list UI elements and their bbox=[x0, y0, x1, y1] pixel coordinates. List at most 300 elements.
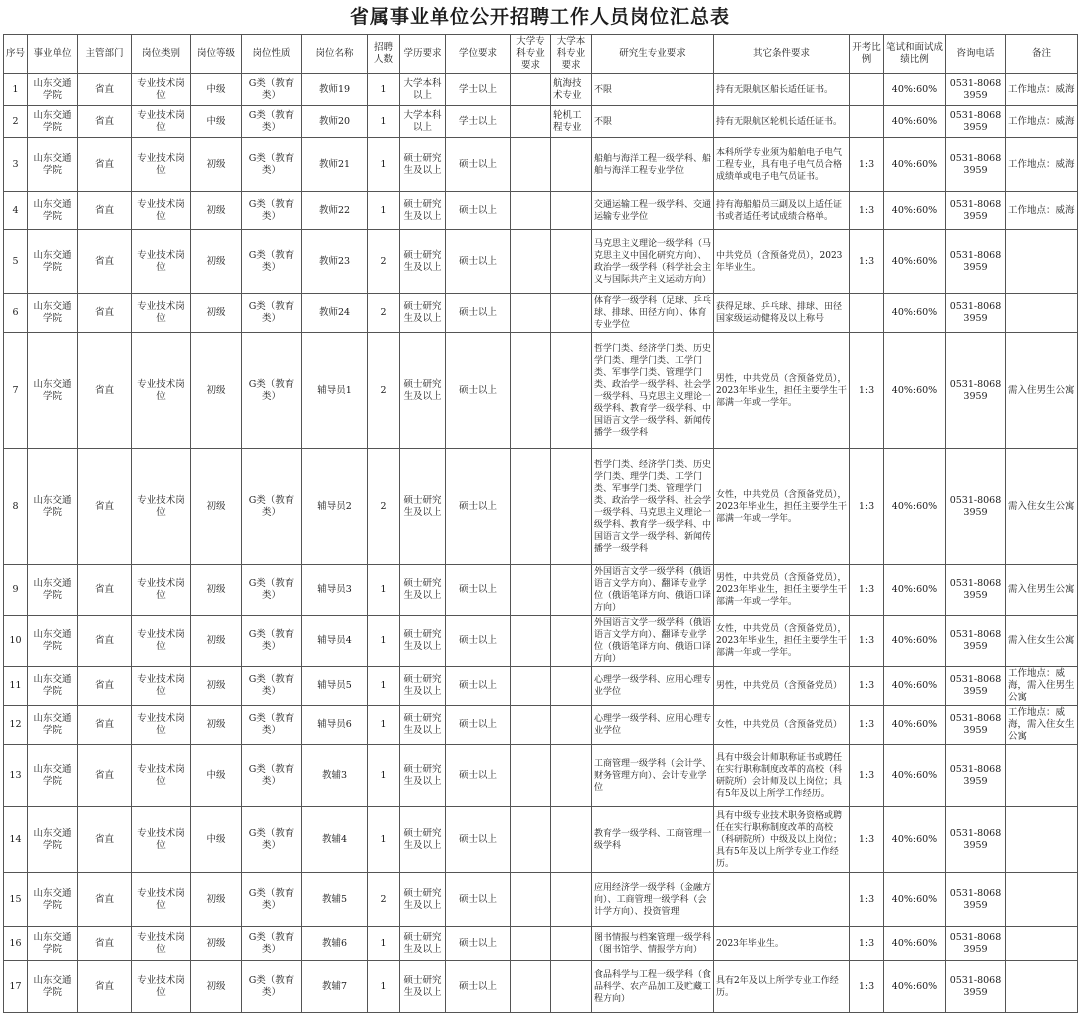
cell-unit: 山东交通学院 bbox=[28, 333, 78, 449]
cell-phone: 0531-80683959 bbox=[946, 961, 1006, 1013]
table-row bbox=[4, 333, 1078, 449]
cell-note: 需入住女生公寓 bbox=[1006, 616, 1078, 667]
column-header: 学位要求 bbox=[446, 35, 511, 74]
table-header-row bbox=[4, 35, 1078, 74]
cell-level: 初级 bbox=[191, 961, 242, 1013]
cell-no: 1 bbox=[4, 74, 28, 106]
column-header: 岗位等级 bbox=[191, 35, 242, 74]
cell-name: 教辅6 bbox=[302, 927, 368, 961]
cell-other: 2023年毕业生。 bbox=[714, 927, 850, 961]
cell-name: 辅导员1 bbox=[302, 333, 368, 449]
cell-no: 2 bbox=[4, 106, 28, 138]
cell-note bbox=[1006, 807, 1078, 873]
cell-phone: 0531-80683959 bbox=[946, 745, 1006, 807]
cell-other: 具有中级会计师职称证书或聘任在实行职称制度改革的高校（科研院所）会计师及以上岗位；具有5年及以上所学工作经历。 bbox=[714, 745, 850, 807]
cell-note bbox=[1006, 230, 1078, 294]
cell-name: 教师19 bbox=[302, 74, 368, 106]
cell-cat: 专业技术岗位 bbox=[132, 667, 191, 706]
column-header: 开考比例 bbox=[850, 35, 884, 74]
cell-junior bbox=[511, 74, 551, 106]
cell-other: 女性，中共党员（含预备党员），2023年毕业生，担任主要学生干部满一年或一学年。 bbox=[714, 616, 850, 667]
column-header: 事业单位 bbox=[28, 35, 78, 74]
cell-count: 2 bbox=[368, 230, 400, 294]
cell-name: 教师20 bbox=[302, 106, 368, 138]
cell-dept: 省直 bbox=[78, 927, 132, 961]
cell-name: 教辅3 bbox=[302, 745, 368, 807]
cell-level: 初级 bbox=[191, 294, 242, 333]
cell-score: 40%:60% bbox=[884, 616, 946, 667]
cell-bachelor bbox=[551, 745, 592, 807]
cell-ratio: 1:3 bbox=[850, 706, 884, 745]
document-title: 省属事业单位公开招聘工作人员岗位汇总表 bbox=[349, 6, 730, 28]
cell-name: 教师22 bbox=[302, 192, 368, 230]
cell-no: 3 bbox=[4, 138, 28, 192]
cell-phone: 0531-80683959 bbox=[946, 294, 1006, 333]
cell-edu: 硕士研究生及以上 bbox=[400, 745, 446, 807]
cell-dept: 省直 bbox=[78, 333, 132, 449]
cell-count: 1 bbox=[368, 706, 400, 745]
cell-ratio bbox=[850, 106, 884, 138]
cell-junior bbox=[511, 927, 551, 961]
cell-cat: 专业技术岗位 bbox=[132, 192, 191, 230]
cell-bachelor bbox=[551, 706, 592, 745]
cell-cat: 专业技术岗位 bbox=[132, 961, 191, 1013]
cell-phone: 0531-80683959 bbox=[946, 192, 1006, 230]
cell-level: 初级 bbox=[191, 616, 242, 667]
cell-other: 女性，中共党员（含预备党员），2023年毕业生，担任主要学生干部满一年或一学年。 bbox=[714, 449, 850, 565]
cell-cat: 专业技术岗位 bbox=[132, 927, 191, 961]
cell-grad: 哲学门类、经济学门类、历史学门类、理学门类、工学门类、军事学门类、管理学门类、政治学一级学科、社会学一级学科、马克思主义理论一级学科、教育学一级学科、中国语言文学一级学科、新闻传播学一级学科 bbox=[592, 449, 714, 565]
cell-level: 初级 bbox=[191, 333, 242, 449]
cell-phone: 0531-80683959 bbox=[946, 138, 1006, 192]
cell-nature: G类（教育类） bbox=[242, 616, 302, 667]
cell-unit: 山东交通学院 bbox=[28, 745, 78, 807]
cell-dept: 省直 bbox=[78, 106, 132, 138]
cell-bachelor bbox=[551, 873, 592, 927]
cell-level: 初级 bbox=[191, 873, 242, 927]
cell-no: 16 bbox=[4, 927, 28, 961]
cell-cat: 专业技术岗位 bbox=[132, 873, 191, 927]
cell-bachelor bbox=[551, 927, 592, 961]
cell-nature: G类（教育类） bbox=[242, 807, 302, 873]
table-row bbox=[4, 106, 1078, 138]
cell-unit: 山东交通学院 bbox=[28, 927, 78, 961]
cell-name: 辅导员3 bbox=[302, 565, 368, 616]
cell-other: 具有中级专业技术职务资格或聘任在实行职称制度改革的高校（科研院所）中级及以上岗位；具有5年及以上所学专业工作经历。 bbox=[714, 807, 850, 873]
column-header: 岗位性质 bbox=[242, 35, 302, 74]
cell-bachelor bbox=[551, 616, 592, 667]
table-row bbox=[4, 230, 1078, 294]
cell-bachelor: 轮机工程专业 bbox=[551, 106, 592, 138]
cell-junior bbox=[511, 106, 551, 138]
table-row bbox=[4, 74, 1078, 106]
cell-grad: 应用经济学一级学科（金融方向）、工商管理一级学科（会计学方向）、投资管理 bbox=[592, 873, 714, 927]
cell-level: 初级 bbox=[191, 192, 242, 230]
cell-dept: 省直 bbox=[78, 706, 132, 745]
cell-bachelor bbox=[551, 565, 592, 616]
cell-level: 初级 bbox=[191, 138, 242, 192]
column-header: 主管部门 bbox=[78, 35, 132, 74]
cell-ratio: 1:3 bbox=[850, 807, 884, 873]
cell-count: 1 bbox=[368, 927, 400, 961]
cell-score: 40%:60% bbox=[884, 961, 946, 1013]
cell-count: 1 bbox=[368, 807, 400, 873]
cell-bachelor bbox=[551, 294, 592, 333]
cell-junior bbox=[511, 192, 551, 230]
cell-unit: 山东交通学院 bbox=[28, 74, 78, 106]
cell-dept: 省直 bbox=[78, 74, 132, 106]
cell-ratio: 1:3 bbox=[850, 230, 884, 294]
cell-phone: 0531-80683959 bbox=[946, 807, 1006, 873]
cell-nature: G类（教育类） bbox=[242, 333, 302, 449]
cell-unit: 山东交通学院 bbox=[28, 807, 78, 873]
cell-score: 40%:60% bbox=[884, 667, 946, 706]
cell-no: 11 bbox=[4, 667, 28, 706]
column-header: 其它条件要求 bbox=[714, 35, 850, 74]
cell-other: 男性，中共党员（含预备党员），2023年毕业生，担任主要学生干部满一年或一学年。 bbox=[714, 565, 850, 616]
cell-junior bbox=[511, 706, 551, 745]
cell-degree: 硕士以上 bbox=[446, 230, 511, 294]
cell-no: 7 bbox=[4, 333, 28, 449]
column-header: 大学专科专业要求 bbox=[511, 35, 551, 74]
cell-score: 40%:60% bbox=[884, 807, 946, 873]
cell-level: 初级 bbox=[191, 927, 242, 961]
cell-score: 40%:60% bbox=[884, 138, 946, 192]
cell-note bbox=[1006, 873, 1078, 927]
cell-count: 1 bbox=[368, 138, 400, 192]
cell-bachelor: 航海技术专业 bbox=[551, 74, 592, 106]
table-row bbox=[4, 565, 1078, 616]
cell-cat: 专业技术岗位 bbox=[132, 706, 191, 745]
cell-bachelor bbox=[551, 961, 592, 1013]
cell-name: 辅导员4 bbox=[302, 616, 368, 667]
cell-cat: 专业技术岗位 bbox=[132, 333, 191, 449]
column-header: 学历要求 bbox=[400, 35, 446, 74]
cell-grad: 不限 bbox=[592, 74, 714, 106]
cell-no: 5 bbox=[4, 230, 28, 294]
cell-junior bbox=[511, 333, 551, 449]
cell-level: 中级 bbox=[191, 745, 242, 807]
cell-nature: G类（教育类） bbox=[242, 565, 302, 616]
cell-edu: 硕士研究生及以上 bbox=[400, 230, 446, 294]
cell-no: 14 bbox=[4, 807, 28, 873]
cell-junior bbox=[511, 565, 551, 616]
cell-other: 男性，中共党员（含预备党员） bbox=[714, 667, 850, 706]
cell-nature: G类（教育类） bbox=[242, 192, 302, 230]
cell-phone: 0531-80683959 bbox=[946, 616, 1006, 667]
cell-nature: G类（教育类） bbox=[242, 138, 302, 192]
cell-phone: 0531-80683959 bbox=[946, 74, 1006, 106]
cell-note: 工作地点：威海 bbox=[1006, 138, 1078, 192]
cell-note bbox=[1006, 961, 1078, 1013]
cell-no: 17 bbox=[4, 961, 28, 1013]
cell-ratio: 1:3 bbox=[850, 192, 884, 230]
cell-degree: 硕士以上 bbox=[446, 807, 511, 873]
cell-degree: 硕士以上 bbox=[446, 449, 511, 565]
cell-unit: 山东交通学院 bbox=[28, 106, 78, 138]
cell-bachelor bbox=[551, 333, 592, 449]
cell-degree: 硕士以上 bbox=[446, 745, 511, 807]
cell-name: 教辅7 bbox=[302, 961, 368, 1013]
table-row bbox=[4, 192, 1078, 230]
cell-edu: 硕士研究生及以上 bbox=[400, 616, 446, 667]
cell-junior bbox=[511, 294, 551, 333]
cell-edu: 硕士研究生及以上 bbox=[400, 333, 446, 449]
cell-note: 需入住男生公寓 bbox=[1006, 565, 1078, 616]
cell-count: 1 bbox=[368, 616, 400, 667]
cell-junior bbox=[511, 961, 551, 1013]
cell-name: 辅导员5 bbox=[302, 667, 368, 706]
cell-count: 2 bbox=[368, 449, 400, 565]
cell-dept: 省直 bbox=[78, 230, 132, 294]
column-header: 咨询电话 bbox=[946, 35, 1006, 74]
cell-ratio bbox=[850, 74, 884, 106]
cell-grad: 食品科学与工程一级学科（食品科学、农产品加工及贮藏工程方向） bbox=[592, 961, 714, 1013]
cell-note: 工作地点：威海 bbox=[1006, 74, 1078, 106]
cell-edu: 硕士研究生及以上 bbox=[400, 294, 446, 333]
cell-edu: 硕士研究生及以上 bbox=[400, 706, 446, 745]
cell-cat: 专业技术岗位 bbox=[132, 807, 191, 873]
cell-grad: 心理学一级学科、应用心理专业学位 bbox=[592, 706, 714, 745]
cell-unit: 山东交通学院 bbox=[28, 961, 78, 1013]
cell-phone: 0531-80683959 bbox=[946, 230, 1006, 294]
cell-edu: 硕士研究生及以上 bbox=[400, 961, 446, 1013]
cell-nature: G类（教育类） bbox=[242, 745, 302, 807]
cell-name: 辅导员2 bbox=[302, 449, 368, 565]
cell-note bbox=[1006, 927, 1078, 961]
cell-phone: 0531-80683959 bbox=[946, 706, 1006, 745]
cell-nature: G类（教育类） bbox=[242, 961, 302, 1013]
cell-no: 15 bbox=[4, 873, 28, 927]
cell-count: 1 bbox=[368, 106, 400, 138]
cell-unit: 山东交通学院 bbox=[28, 565, 78, 616]
cell-level: 初级 bbox=[191, 706, 242, 745]
table-row bbox=[4, 873, 1078, 927]
cell-level: 初级 bbox=[191, 565, 242, 616]
cell-unit: 山东交通学院 bbox=[28, 616, 78, 667]
cell-nature: G类（教育类） bbox=[242, 873, 302, 927]
cell-dept: 省直 bbox=[78, 565, 132, 616]
column-header: 序号 bbox=[4, 35, 28, 74]
cell-other: 本科所学专业须为船舶电子电气工程专业，具有电子电气员合格成绩单或电子电气员证书。 bbox=[714, 138, 850, 192]
cell-bachelor bbox=[551, 230, 592, 294]
cell-phone: 0531-80683959 bbox=[946, 333, 1006, 449]
cell-dept: 省直 bbox=[78, 873, 132, 927]
cell-degree: 硕士以上 bbox=[446, 616, 511, 667]
cell-note: 工作地点：威海，需入住男生公寓 bbox=[1006, 667, 1078, 706]
cell-junior bbox=[511, 873, 551, 927]
cell-ratio bbox=[850, 294, 884, 333]
cell-level: 中级 bbox=[191, 807, 242, 873]
cell-count: 1 bbox=[368, 667, 400, 706]
cell-ratio: 1:3 bbox=[850, 616, 884, 667]
job-summary-table bbox=[3, 34, 1078, 1013]
cell-nature: G类（教育类） bbox=[242, 927, 302, 961]
cell-phone: 0531-80683959 bbox=[946, 106, 1006, 138]
cell-bachelor bbox=[551, 192, 592, 230]
cell-note: 需入住女生公寓 bbox=[1006, 449, 1078, 565]
cell-cat: 专业技术岗位 bbox=[132, 106, 191, 138]
cell-ratio: 1:3 bbox=[850, 138, 884, 192]
cell-dept: 省直 bbox=[78, 294, 132, 333]
cell-score: 40%:60% bbox=[884, 192, 946, 230]
cell-score: 40%:60% bbox=[884, 294, 946, 333]
cell-nature: G类（教育类） bbox=[242, 74, 302, 106]
table-row bbox=[4, 745, 1078, 807]
cell-degree: 硕士以上 bbox=[446, 961, 511, 1013]
cell-nature: G类（教育类） bbox=[242, 106, 302, 138]
cell-cat: 专业技术岗位 bbox=[132, 449, 191, 565]
cell-score: 40%:60% bbox=[884, 333, 946, 449]
cell-no: 10 bbox=[4, 616, 28, 667]
cell-ratio: 1:3 bbox=[850, 667, 884, 706]
cell-unit: 山东交通学院 bbox=[28, 294, 78, 333]
cell-phone: 0531-80683959 bbox=[946, 927, 1006, 961]
cell-bachelor bbox=[551, 449, 592, 565]
cell-cat: 专业技术岗位 bbox=[132, 294, 191, 333]
cell-other: 男性，中共党员（含预备党员），2023年毕业生，担任主要学生干部满一年或一学年。 bbox=[714, 333, 850, 449]
cell-no: 6 bbox=[4, 294, 28, 333]
cell-dept: 省直 bbox=[78, 449, 132, 565]
cell-cat: 专业技术岗位 bbox=[132, 565, 191, 616]
cell-degree: 硕士以上 bbox=[446, 565, 511, 616]
cell-grad: 工商管理一级学科（会计学、财务管理方向）、会计专业学位 bbox=[592, 745, 714, 807]
table-row bbox=[4, 927, 1078, 961]
cell-other: 持有海船船员三副及以上适任证书或者适任考试成绩合格单。 bbox=[714, 192, 850, 230]
cell-junior bbox=[511, 745, 551, 807]
cell-edu: 硕士研究生及以上 bbox=[400, 927, 446, 961]
cell-count: 1 bbox=[368, 961, 400, 1013]
cell-dept: 省直 bbox=[78, 745, 132, 807]
cell-edu: 大学本科以上 bbox=[400, 106, 446, 138]
cell-no: 8 bbox=[4, 449, 28, 565]
cell-degree: 硕士以上 bbox=[446, 873, 511, 927]
cell-nature: G类（教育类） bbox=[242, 230, 302, 294]
cell-score: 40%:60% bbox=[884, 745, 946, 807]
table-row bbox=[4, 616, 1078, 667]
cell-name: 教师24 bbox=[302, 294, 368, 333]
cell-grad: 交通运输工程一级学科、交通运输专业学位 bbox=[592, 192, 714, 230]
cell-degree: 硕士以上 bbox=[446, 294, 511, 333]
cell-count: 2 bbox=[368, 873, 400, 927]
cell-unit: 山东交通学院 bbox=[28, 138, 78, 192]
cell-count: 1 bbox=[368, 565, 400, 616]
cell-degree: 硕士以上 bbox=[446, 667, 511, 706]
cell-junior bbox=[511, 807, 551, 873]
cell-bachelor bbox=[551, 138, 592, 192]
cell-name: 教辅4 bbox=[302, 807, 368, 873]
cell-ratio: 1:3 bbox=[850, 927, 884, 961]
cell-no: 9 bbox=[4, 565, 28, 616]
cell-unit: 山东交通学院 bbox=[28, 873, 78, 927]
cell-bachelor bbox=[551, 807, 592, 873]
cell-edu: 硕士研究生及以上 bbox=[400, 192, 446, 230]
column-header: 备注 bbox=[1006, 35, 1078, 74]
cell-junior bbox=[511, 667, 551, 706]
cell-other: 中共党员（含预备党员），2023年毕业生。 bbox=[714, 230, 850, 294]
table-row bbox=[4, 706, 1078, 745]
cell-degree: 学士以上 bbox=[446, 106, 511, 138]
cell-ratio: 1:3 bbox=[850, 961, 884, 1013]
cell-phone: 0531-80683959 bbox=[946, 667, 1006, 706]
cell-level: 初级 bbox=[191, 230, 242, 294]
table-row bbox=[4, 138, 1078, 192]
cell-grad: 哲学门类、经济学门类、历史学门类、理学门类、工学门类、军事学门类、管理学门类、政治学一级学科、社会学一级学科、马克思主义理论一级学科、教育学一级学科、中国语言文学一级学科、新闻传播学一级学科 bbox=[592, 333, 714, 449]
cell-junior bbox=[511, 616, 551, 667]
cell-score: 40%:60% bbox=[884, 230, 946, 294]
cell-grad: 体育学一级学科（足球、乒乓球、排球、田径方向）、体育专业学位 bbox=[592, 294, 714, 333]
cell-edu: 硕士研究生及以上 bbox=[400, 873, 446, 927]
cell-ratio: 1:3 bbox=[850, 745, 884, 807]
cell-degree: 硕士以上 bbox=[446, 706, 511, 745]
cell-note: 需入住男生公寓 bbox=[1006, 333, 1078, 449]
column-header: 研究生专业要求 bbox=[592, 35, 714, 74]
cell-other: 具有2年及以上所学专业工作经历。 bbox=[714, 961, 850, 1013]
cell-ratio: 1:3 bbox=[850, 449, 884, 565]
cell-grad: 外国语言文学一级学科（俄语语言文学方向）、翻译专业学位（俄语笔译方向、俄语口译方向） bbox=[592, 565, 714, 616]
cell-dept: 省直 bbox=[78, 961, 132, 1013]
cell-junior bbox=[511, 230, 551, 294]
cell-dept: 省直 bbox=[78, 192, 132, 230]
cell-name: 教师21 bbox=[302, 138, 368, 192]
cell-degree: 学士以上 bbox=[446, 74, 511, 106]
cell-nature: G类（教育类） bbox=[242, 706, 302, 745]
cell-grad: 外国语言文学一级学科（俄语语言文学方向）、翻译专业学位（俄语笔译方向、俄语口译方向） bbox=[592, 616, 714, 667]
cell-level: 初级 bbox=[191, 667, 242, 706]
cell-count: 1 bbox=[368, 745, 400, 807]
cell-grad: 不限 bbox=[592, 106, 714, 138]
column-header: 招聘人数 bbox=[368, 35, 400, 74]
cell-other: 女性，中共党员（含预备党员） bbox=[714, 706, 850, 745]
cell-unit: 山东交通学院 bbox=[28, 706, 78, 745]
cell-score: 40%:60% bbox=[884, 927, 946, 961]
cell-score: 40%:60% bbox=[884, 706, 946, 745]
cell-cat: 专业技术岗位 bbox=[132, 74, 191, 106]
table-row bbox=[4, 961, 1078, 1013]
cell-no: 13 bbox=[4, 745, 28, 807]
table-row bbox=[4, 667, 1078, 706]
cell-cat: 专业技术岗位 bbox=[132, 745, 191, 807]
column-header: 笔试和面试成绩比例 bbox=[884, 35, 946, 74]
cell-score: 40%:60% bbox=[884, 565, 946, 616]
cell-other: 持有无限航区船长适任证书。 bbox=[714, 74, 850, 106]
table-row bbox=[4, 449, 1078, 565]
cell-score: 40%:60% bbox=[884, 873, 946, 927]
cell-phone: 0531-80683959 bbox=[946, 873, 1006, 927]
cell-note bbox=[1006, 294, 1078, 333]
cell-grad: 马克思主义理论一级学科（马克思主义中国化研究方向）、政治学一级学科（科学社会主义与国际共产主义运动方向） bbox=[592, 230, 714, 294]
cell-edu: 大学本科以上 bbox=[400, 74, 446, 106]
cell-count: 1 bbox=[368, 74, 400, 106]
cell-other bbox=[714, 873, 850, 927]
column-header: 岗位名称 bbox=[302, 35, 368, 74]
cell-level: 初级 bbox=[191, 449, 242, 565]
cell-bachelor bbox=[551, 667, 592, 706]
cell-edu: 硕士研究生及以上 bbox=[400, 565, 446, 616]
cell-degree: 硕士以上 bbox=[446, 333, 511, 449]
cell-junior bbox=[511, 449, 551, 565]
column-header: 岗位类别 bbox=[132, 35, 191, 74]
cell-ratio: 1:3 bbox=[850, 565, 884, 616]
cell-nature: G类（教育类） bbox=[242, 449, 302, 565]
cell-count: 2 bbox=[368, 333, 400, 449]
cell-note bbox=[1006, 745, 1078, 807]
cell-degree: 硕士以上 bbox=[446, 927, 511, 961]
cell-edu: 硕士研究生及以上 bbox=[400, 667, 446, 706]
cell-phone: 0531-80683959 bbox=[946, 565, 1006, 616]
cell-phone: 0531-80683959 bbox=[946, 449, 1006, 565]
cell-edu: 硕士研究生及以上 bbox=[400, 138, 446, 192]
